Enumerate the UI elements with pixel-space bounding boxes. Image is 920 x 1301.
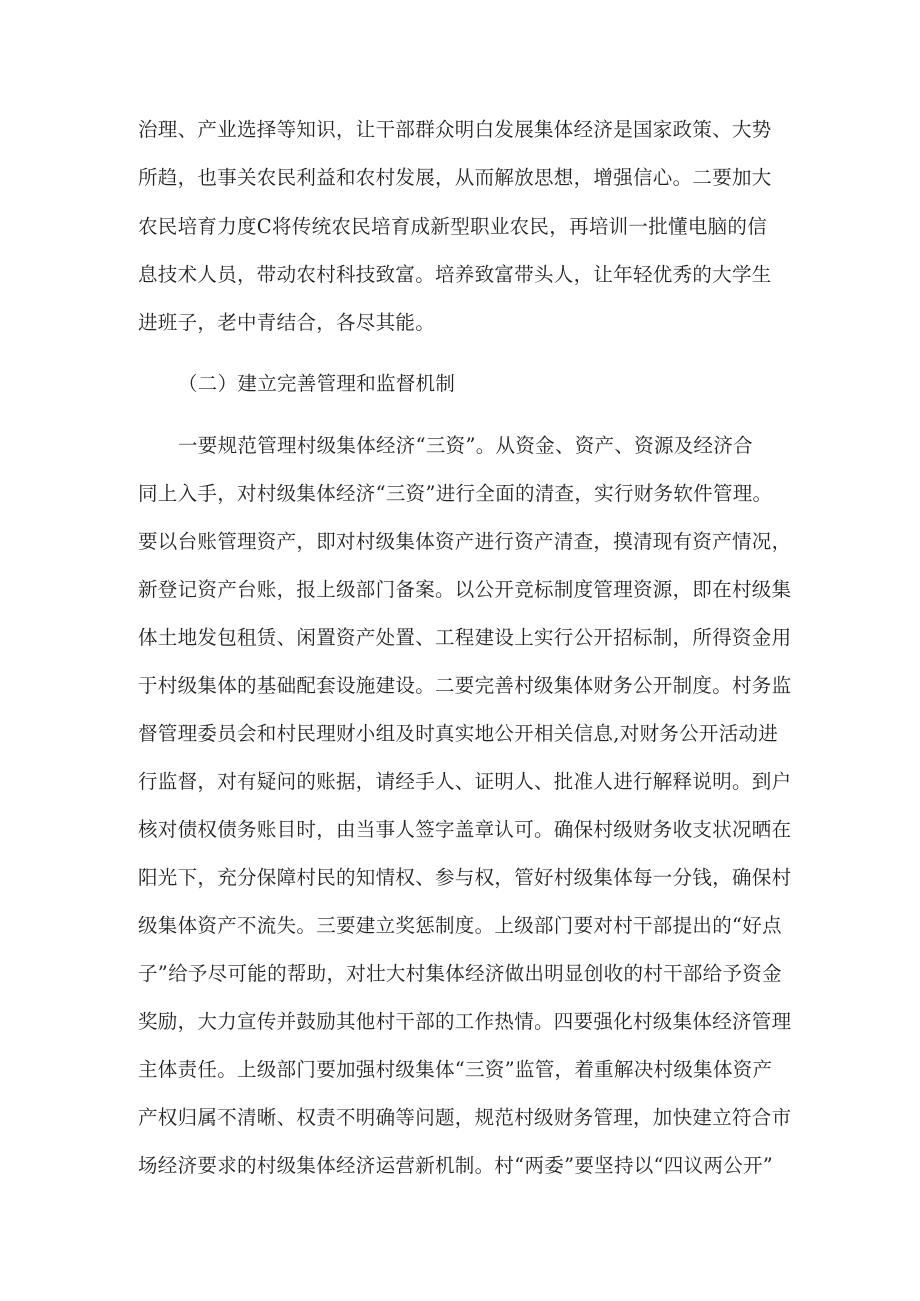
text-line: 奖励，大力宣传并鼓励其他村干部的工作热情。四要强化村级集体经济管理: [138, 1010, 792, 1033]
text-line: 新登记资产台账，报上级部门备案。以公开竞标制度管理资源，即在村级集: [138, 578, 792, 601]
text-line: 级集体资产不流失。三要建立奖惩制度。上级部门要对村干部提出的“好点: [138, 914, 782, 937]
text-line: 主体责任。上级部门要加强村级集体“三资”监管，着重解决村级集体资产: [138, 1058, 773, 1081]
text-line: 所趋，也事关农民利益和农村发展，从而解放思想，增强信心。二要加大: [138, 166, 772, 189]
section-heading: （二）建立完善管理和监督机制: [178, 372, 456, 395]
text-line: 核对债权债务账目时，由当事人签字盖章认可。确保村级财务收支状况晒在: [138, 818, 792, 841]
text-line: 产权归属不清晰、权责不明确等问题，规范村级财务管理，加快建立符合市: [138, 1106, 792, 1129]
text-line: 子”给予尽可能的帮助，对壮大村集体经济做出明显创收的村干部给予资金: [138, 962, 782, 985]
text-line: 一要规范管理村级集体经济“三资”。从资金、资产、资源及经济合: [178, 434, 753, 457]
text-line: 息技术人员，带动农村科技致富。培养致富带头人，让年轻优秀的大学生: [138, 263, 772, 286]
text-line: 治理、产业选择等知识，让干部群众明白发展集体经济是国家政策、大势: [138, 118, 772, 141]
text-line: 进班子，老中青结合，各尽其能。: [138, 311, 436, 334]
text-line: 农民培育力度C将传统农民培育成新型职业农民，再培训一批懂电脑的信: [138, 215, 768, 238]
text-line: 阳光下，充分保障村民的知情权、参与权，管好村级集体每一分钱，确保村: [138, 866, 792, 889]
text-line: 督管理委员会和村民理财小组及时真实地公开相关信息,对财务公开活动进: [138, 722, 779, 745]
text-line: 行监督，对有疑问的账据，请经手人、证明人、批准人进行解释说明。到户: [138, 770, 792, 793]
text-line: 同上入手，对村级集体经济“三资”进行全面的清查，实行财务软件管理。: [138, 482, 773, 505]
text-line: 场经济要求的村级集体经济运营新机制。村“两委”要坚持以“四议两公开”: [138, 1154, 774, 1177]
text-line: 体土地发包租赁、闲置资产处置、工程建设上实行公开招标制，所得资金用: [138, 626, 792, 649]
text-line: 于村级集体的基础配套设施建设。二要完善村级集体财务公开制度。村务监: [138, 674, 792, 697]
text-line: 要以台账管理资产，即对村级集体资产进行资产清查，摸清现有资产情况，: [138, 530, 792, 553]
